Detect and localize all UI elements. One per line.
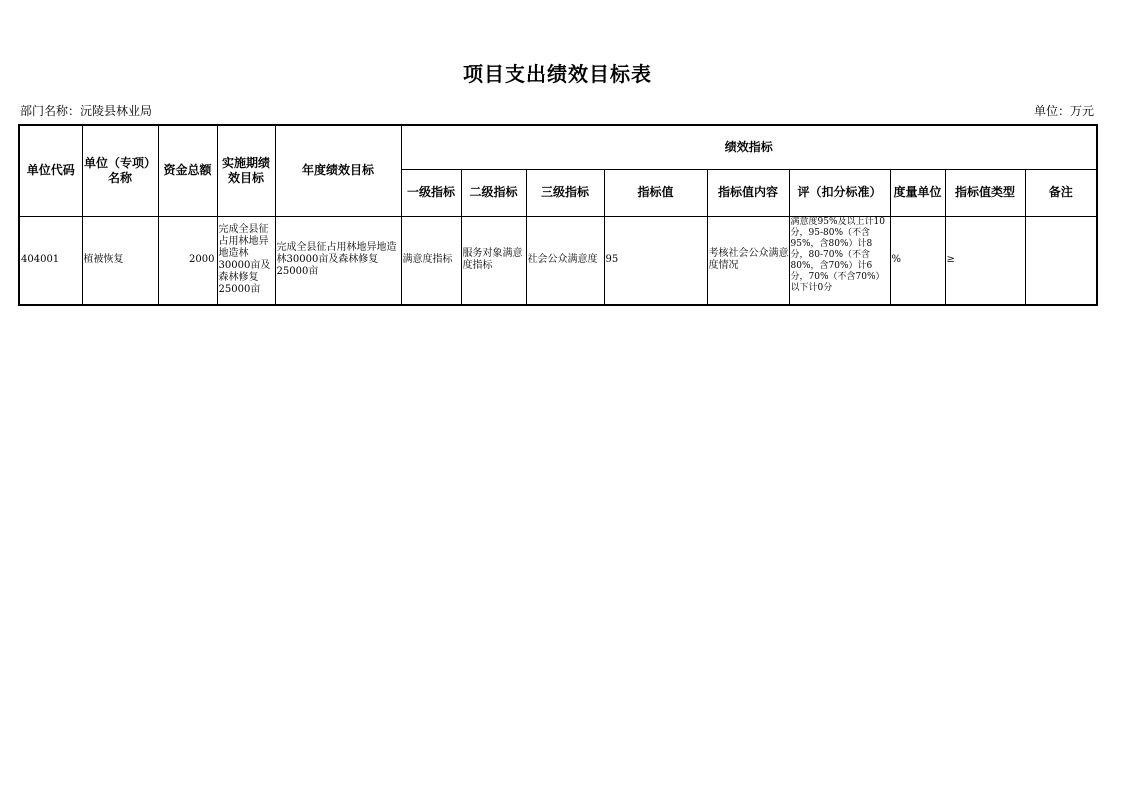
header-unit-name: 单位（专项）名称 <box>82 125 158 216</box>
cell-value-type: ≥ <box>945 216 1025 305</box>
header-value-type: 指标值类型 <box>945 169 1025 216</box>
header-unit-code: 单位代码 <box>19 125 82 216</box>
table-row <box>19 216 1097 305</box>
cell-value: 95 <box>604 216 707 305</box>
header-value-content: 指标值内容 <box>707 169 789 216</box>
header-impl-target: 实施期绩效目标 <box>217 125 275 216</box>
header-scoring: 评（扣分标准） <box>789 169 890 216</box>
cell-annual-target: 完成全县征占用林地异地造林30000亩及森林修复25000亩 <box>275 216 401 305</box>
header-fund-total: 资金总额 <box>158 125 217 216</box>
cell-impl-target: 完成全县征占用林地异地造林30000亩及森林修复25000亩 <box>217 216 275 305</box>
header-level3: 三级指标 <box>526 169 604 216</box>
cell-unit-name: 植被恢复 <box>82 216 158 305</box>
page-title: 项目支出绩效目标表 <box>463 62 652 86</box>
cell-remarks <box>1025 216 1097 305</box>
cell-level2: 服务对象满意度指标 <box>461 216 526 305</box>
performance-target-table <box>18 124 1098 306</box>
currency-unit-label: 单位：万元 <box>1034 104 1095 118</box>
cell-level3: 社会公众满意度 <box>526 216 604 305</box>
header-annual-target: 年度绩效目标 <box>275 125 401 216</box>
cell-level1: 满意度指标 <box>401 216 461 305</box>
header-level1: 一级指标 <box>401 169 461 216</box>
department-label: 部门名称：沅陵县林业局 <box>20 104 153 118</box>
header-indicators: 绩效指标 <box>401 125 1097 169</box>
cell-value-content: 考核社会公众满意度情况 <box>707 216 789 305</box>
header-remarks: 备注 <box>1025 169 1097 216</box>
cell-unit-code: 404001 <box>19 216 82 305</box>
header-level2: 二级指标 <box>461 169 526 216</box>
cell-scoring: 满意度95%及以上计10分，95-80%（不含95%，含80%）计8分，80-70%（不含80%，含70%）计6分，70%（不含70%）以下计0分 <box>789 216 890 305</box>
header-measure-unit: 度量单位 <box>890 169 945 216</box>
cell-measure-unit: % <box>890 216 945 305</box>
header-value: 指标值 <box>604 169 707 216</box>
cell-fund-total: 2000 <box>158 216 217 305</box>
